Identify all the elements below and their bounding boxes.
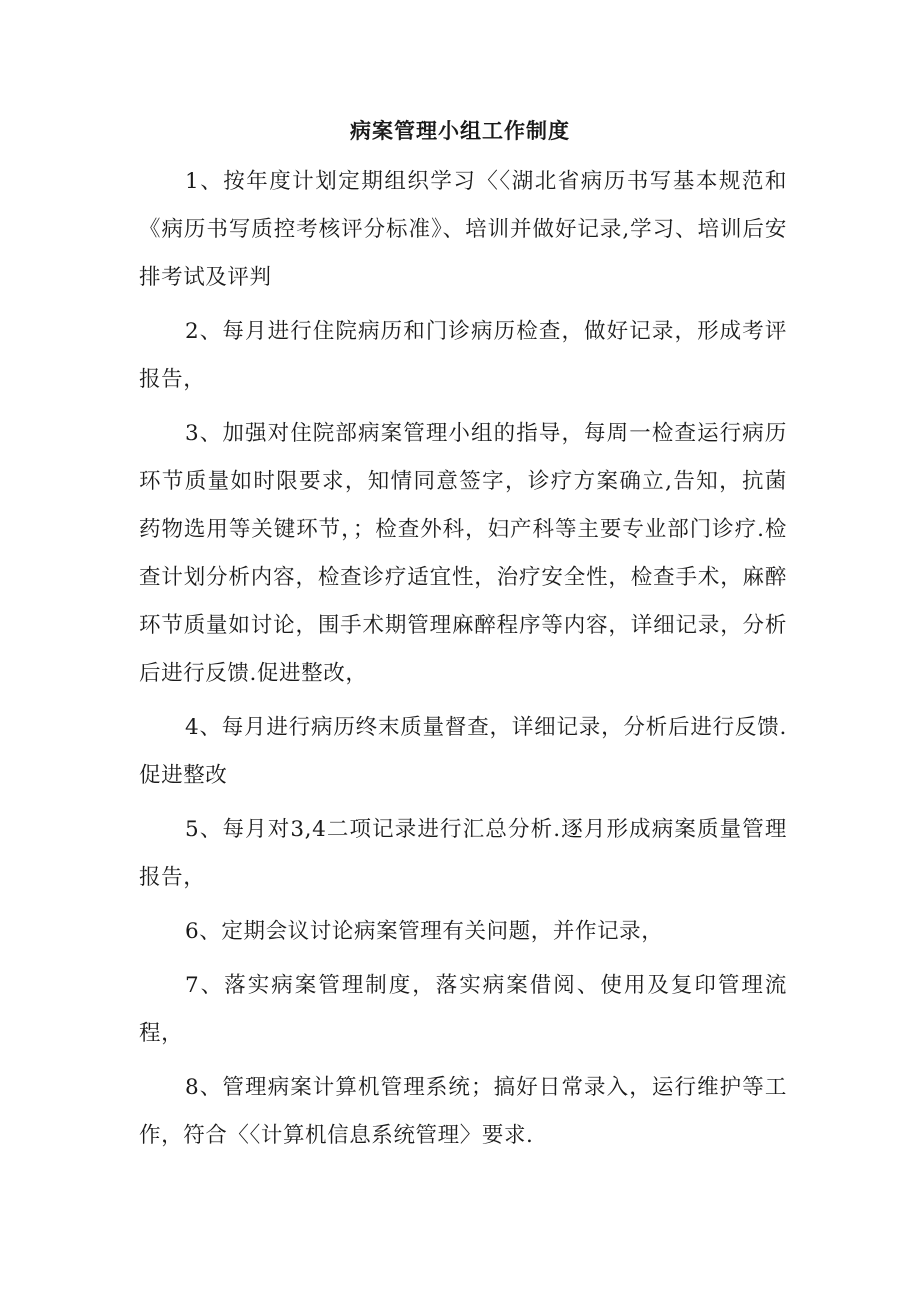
document-body xyxy=(139,158,787,1166)
paragraph-3: 3、加强对住院部病案管理小组的指导，每周一检查运行病历环节质量如时限要求，知情同意签字，诊疗方案确立,告知，抗菌药物选用等关键环节，；检查外科，妇产科等主要专业部门诊疗.检查计划分析内容，检查诊疗适宜性，治疗安全性，检查手术，麻醉环节质量如讨论，围手术期管理麻醉程序等内容，详细记录，分析后进行反馈.促进整改， xyxy=(139,421,787,686)
paragraph-4: 4、每月进行病历终末质量督查，详细记录，分析后进行反馈.促进整改 xyxy=(139,715,787,788)
paragraph-6: 6、定期会议讨论病案管理有关问题，并作记录， xyxy=(185,919,664,944)
paragraph-2: 2、每月进行住院病历和门诊病历检查，做好记录，形成考评报告， xyxy=(139,319,787,392)
paragraph-8: 8、管理病案计算机管理系统；搞好日常录入，运行维护等工作，符合〈〈计算机信息系统管理〉要求. xyxy=(139,1075,787,1148)
paragraph-7: 7、落实病案管理制度，落实病案借阅、使用及复印管理流程， xyxy=(139,973,787,1046)
paragraph-1: 1、按年度计划定期组织学习〈〈湖北省病历书写基本规范和《病历书写质控考核评分标准》、培训并做好记录,学习、培训后安排考试及评判 xyxy=(139,169,787,290)
paragraph-5: 5、每月对3,4二项记录进行汇总分析.逐月形成病案质量管理报告， xyxy=(139,817,787,890)
document-title: 病案管理小组工作制度 xyxy=(350,119,570,143)
